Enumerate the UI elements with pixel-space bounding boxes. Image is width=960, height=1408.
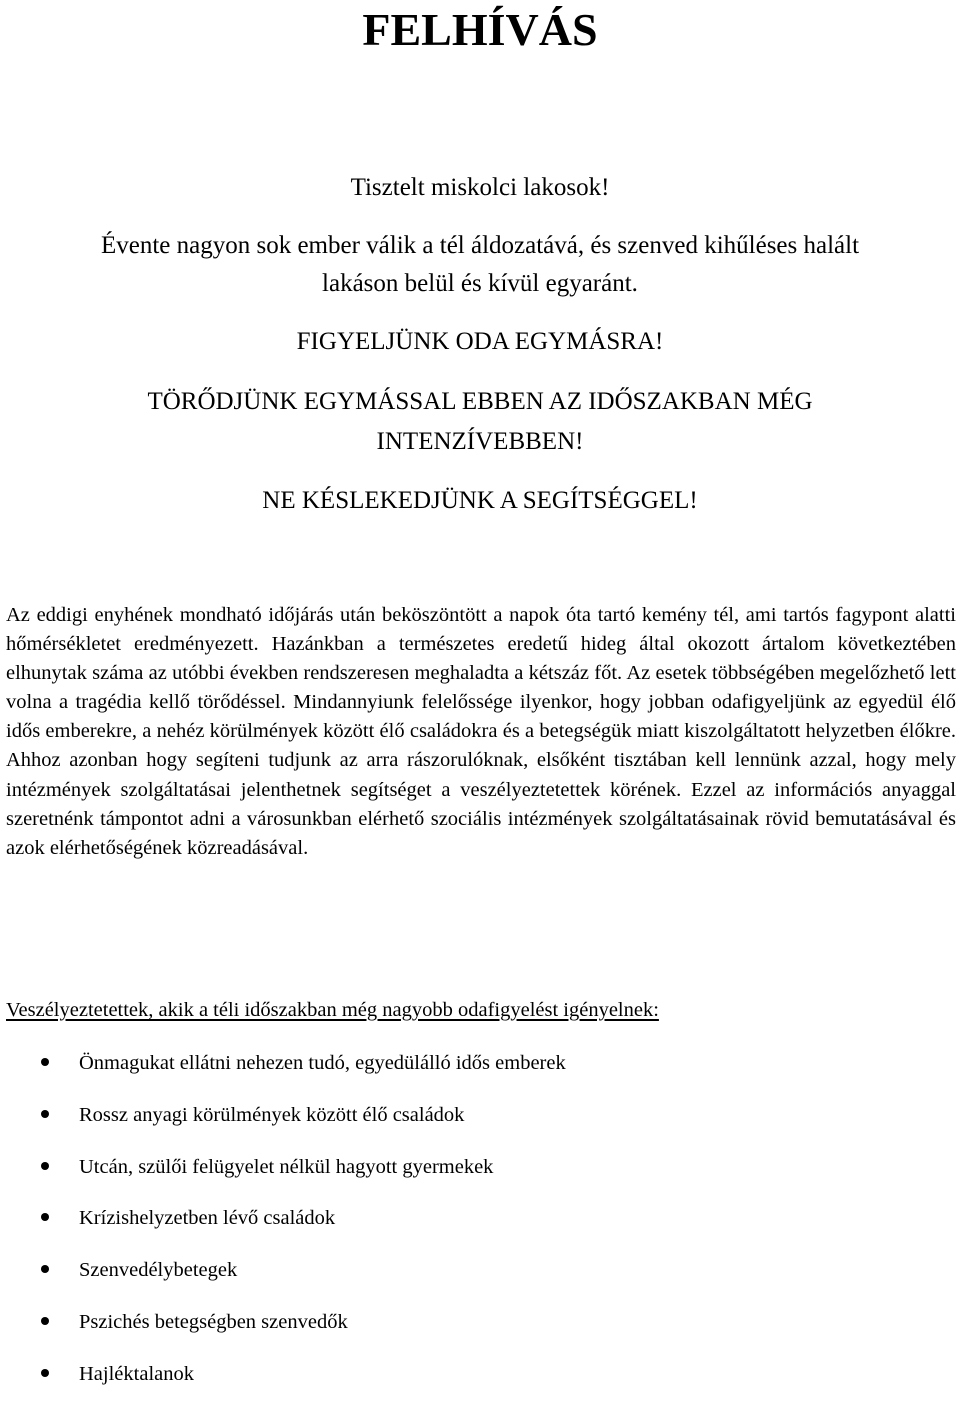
list-item — [0, 1045, 960, 1097]
intro-line-2: lakáson belül és kívül egyaránt. — [322, 270, 638, 297]
bullet-icon — [41, 1317, 49, 1325]
body-paragraph: Az eddigi enyhének mondható időjárás után beköszöntött a napok óta tartó kemény tél, ami tartós fagypont alatti hőmérsékletet eredményezett. Hazánkban a természetes eredetű hideg által okozott ártalom következtében elhunytak száma az utóbbi években rendszeresen meghaladta a kétszáz főt. Az esetek többségében megelőzhető lett volna a tragédia kellő törődéssel. Mindannyiunk felelőssége ilyenkor, hogy jobban odafigyeljünk az egyedül élő idős emberekre, a nehéz körülmények között élő családokra és a betegségük miatt kiszolgáltatott helyzetben élőkre. Ahhoz azonban hogy segíteni tudjunk az arra rászorulóknak, elsőként tisztában kell lennünk azzal, hogy mely intézmények szolgáltatásai jelenthetnek segítséget a veszélyeztetettek körének. Ezzel az információs anyaggal szeretnénk támpontot adni a városunkban elérhető szociális intézmények szolgáltatásainak rövid bemutatásával és azok elérhetőségének közreadásával. — [6, 604, 956, 859]
list-item-text: Rossz anyagi körülmények között élő családok — [79, 1103, 465, 1126]
bullet-icon — [41, 1058, 49, 1066]
bullet-icon — [41, 1213, 49, 1221]
intro-line-1: Évente nagyon sok ember válik a tél áldozatává, és szenved kihűléses halált — [100, 232, 860, 259]
bullet-icon — [41, 1369, 49, 1377]
appeal-line-2: TÖRŐDJÜNK EGYMÁSSAL EBBEN AZ IDŐSZAKBAN MÉG — [147, 388, 813, 415]
appeal-line-3: INTENZÍVEBBEN! — [376, 428, 584, 455]
list-item — [0, 1356, 960, 1408]
document-title: FELHÍVÁS — [362, 4, 598, 55]
list-item-text: Pszichés betegségben szenvedők — [79, 1310, 348, 1333]
list-item — [0, 1149, 960, 1201]
bullet-icon — [41, 1162, 49, 1170]
vulnerable-groups-list — [0, 1045, 960, 1408]
bullet-icon — [41, 1265, 49, 1273]
list-item-text: Önmagukat ellátni nehezen tudó, egyedülálló idős emberek — [79, 1052, 566, 1074]
appeal-line-4: NE KÉSLEKEDJÜNK A SEGÍTSÉGGEL! — [262, 487, 698, 514]
section-heading: Veszélyeztetettek, akik a téli időszakban még nagyobb odafigyelést igényelnek: — [6, 999, 659, 1021]
list-item-text: Szenvedélybetegek — [79, 1259, 238, 1282]
bullet-icon — [41, 1110, 49, 1118]
list-item-text: Utcán, szülői felügyelet nélkül hagyott gyermekek — [79, 1155, 494, 1178]
list-item-text: Hajléktalanok — [79, 1362, 194, 1385]
list-item-text: Krízishelyzetben lévő családok — [79, 1207, 336, 1230]
list-item — [0, 1252, 960, 1304]
appeal-line-1: FIGYELJÜNK ODA EGYMÁSRA! — [296, 328, 664, 355]
list-item — [0, 1097, 960, 1149]
list-item — [0, 1304, 960, 1356]
list-item — [0, 1200, 960, 1252]
greeting: Tisztelt miskolci lakosok! — [350, 174, 610, 201]
